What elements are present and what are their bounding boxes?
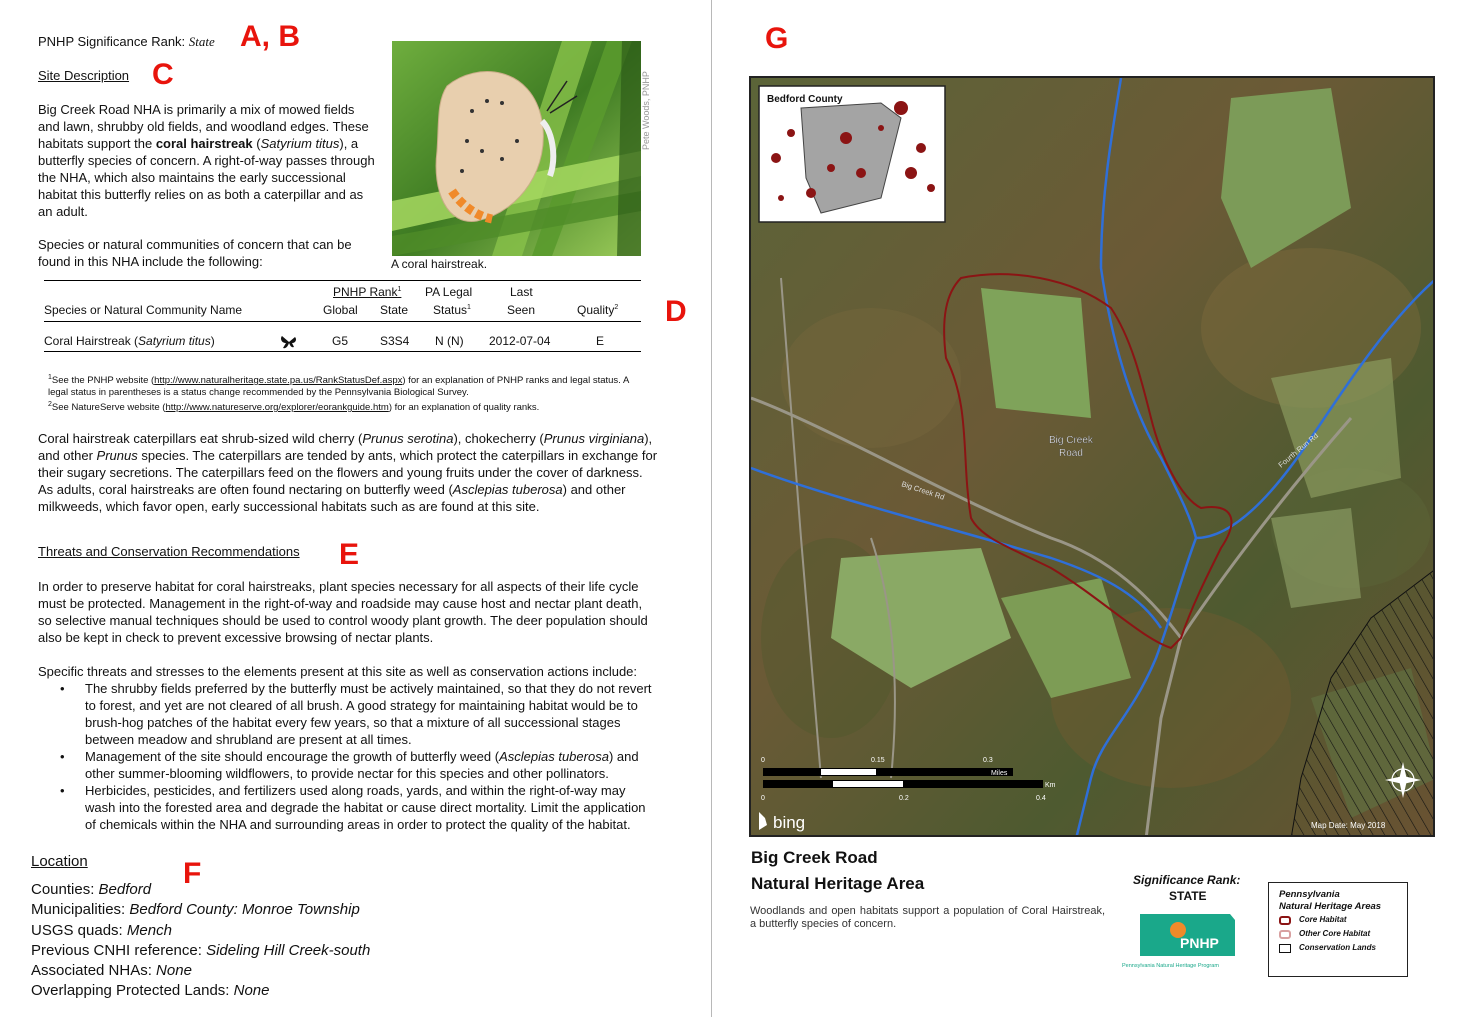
threats-heading: Threats and Conservation Recommendations xyxy=(38,544,300,559)
row-global-rank: G5 xyxy=(332,334,349,348)
butterfly-photo-image xyxy=(392,41,641,256)
svg-text:0.15: 0.15 xyxy=(871,757,885,764)
annotation-g: G xyxy=(765,22,789,55)
coral-hairstreak-photo xyxy=(392,41,641,256)
svg-text:0.2: 0.2 xyxy=(899,795,909,802)
map-title-2: Natural Heritage Area xyxy=(751,874,925,893)
legend-cons: Conservation Lands xyxy=(1279,941,1397,955)
site-description-heading: Site Description xyxy=(38,68,130,83)
species-intro-paragraph: Species or natural communities of concern that can be found in this NHA include the following: xyxy=(38,237,352,269)
photo-caption: A coral hairstreak. xyxy=(391,257,488,271)
row-status: N (N) xyxy=(435,334,464,348)
conservation-swatch-icon xyxy=(1279,944,1291,953)
significance-value: State xyxy=(188,34,215,49)
svg-text:Km: Km xyxy=(1045,782,1056,789)
threats-intro: Specific threats and stresses to the elements present at this site as well as conservation actions include: xyxy=(38,664,638,679)
location-municipalities: Municipalities: Bedford County: Monroe Township xyxy=(31,901,360,918)
col-pa-legal-2: Status$^1$ xyxy=(433,303,471,317)
threats-paragraph: In order to preserve habitat for coral hairstreaks, plant species necessary for all aspects of their life cycle must be protected. Management in the right-of-way and roadside may cause host and nectar plant death, so selective manual techniques should be used to control woody plant growth. The deer population should also be kept in check to prevent excessive browsing of nectar plants. xyxy=(38,579,648,645)
legend-title-2: Natural Heritage Areas xyxy=(1279,901,1382,912)
legend-other: Other Core Habitat xyxy=(1279,927,1397,941)
annotation-d: D xyxy=(665,295,687,328)
map-significance-label: Significance Rank: xyxy=(1133,873,1241,887)
map-legend xyxy=(1268,882,1408,977)
road-big-creek-label: Big Creek Rd xyxy=(900,479,946,502)
list-item: • Herbicides, pesticides, and fertilizers used along roads, yards, and within the right-of-way may wash into the forested area and degrade the habitat or cause direct mortality. Limit the application of chemicals within the NHA and surrounding areas in order to protect the quality of the habitat. xyxy=(60,782,652,833)
footnote-2: $^2$See NatureServe website (http://www.natureserve.org/explorer/eorankguide.htm) for an explanation of quality ranks. xyxy=(48,401,540,414)
site-label-2: Road xyxy=(1059,448,1083,459)
inset-label: Bedford County xyxy=(767,94,843,105)
photo-credit: Pete Woods, PNHP xyxy=(641,71,651,150)
core-habitat-swatch-icon xyxy=(1279,916,1291,925)
natureserve-link[interactable]: http://www.natureserve.org/explorer/eorankguide.htm xyxy=(165,402,389,414)
col-state: State xyxy=(380,303,409,317)
svg-text:Miles: Miles xyxy=(991,770,1008,777)
list-item: • Management of the site should encourage the growth of butterfly weed (Asclepias tuberosa) and other summer-blooming wildflowers, to provide nectar for this species and other pollinators. xyxy=(60,748,652,782)
row-species-name: Coral Hairstreak (Satyrium titus) xyxy=(44,334,215,348)
svg-text:Pennsylvania Natural Heritage: Pennsylvania Natural Heritage Program xyxy=(1122,963,1219,969)
col-pnhp-rank: PNHP Rank$^1$ xyxy=(333,285,402,299)
significance-label: PNHP Significance Rank: xyxy=(38,34,186,49)
row-state-rank: S3S4 xyxy=(380,334,410,348)
other-core-swatch-icon xyxy=(1279,930,1291,939)
location-cnhi: Previous CNHI reference: Sideling Hill Creek-south xyxy=(31,942,371,959)
annotation-f: F xyxy=(183,857,202,890)
col-global: Global xyxy=(323,303,358,317)
legend-core: Core Habitat xyxy=(1279,913,1397,927)
annotation-e: E xyxy=(339,538,360,571)
footnote-1: $^1$See the PNHP website (http://www.naturalheritage.state.pa.us/RankStatusDef.aspx) for an explanation of PNHP ranks and legal status. A legal status in parentheses is a status change recommended by the Pennsylvania Biological Survey. xyxy=(48,374,629,399)
map-title-1: Big Creek Road xyxy=(751,848,878,867)
row-last-seen: 2012-07-04 xyxy=(489,334,551,348)
site-label-1: Big Creek xyxy=(1049,435,1093,446)
pnhp-rank-link[interactable]: http://www.naturalheritage.state.pa.us/RankStatusDef.aspx xyxy=(154,375,403,387)
butterfly-icon xyxy=(280,334,298,350)
aerial-map xyxy=(751,78,1435,837)
legend-title-1: Pennsylvania xyxy=(1279,889,1340,900)
caterpillar-paragraph: Coral hairstreak caterpillars eat shrub-sized wild cherry (Prunus serotina), chokecherry (Prunus virginiana), and other Prunus species. The caterpillars are tended by ants, which protect the caterpillars in exchange for their sugary secretions. The caterpillars feed on the flowers and young fruits under the cover of darkness. As adults, coral hairstreaks are often found nectaring on butterfly weed (Asclepias tuberosa) and other milkweeds, which favor open, early successional habitats such as are found at this site. xyxy=(38,431,658,514)
bing-logo: bing xyxy=(773,813,806,832)
col-last-1: Last xyxy=(510,285,533,299)
location-associated: Associated NHAs: None xyxy=(31,962,192,979)
annotation-c: C xyxy=(152,58,174,91)
site-description-paragraph: Big Creek Road NHA is primarily a mix of mowed fields and lawn, shrubby old fields, and woodland edges. These habitats support the coral hairstreak (Satyrium titus), a butterfly species of concern. A right-of-way passes through the NHA, which also maintains the early successional habitat this butterfly relies on as both a caterpillar and as an adult. xyxy=(38,102,375,219)
col-name: Species or Natural Community Name xyxy=(44,303,243,317)
location-usgs: USGS quads: Mench xyxy=(31,922,172,939)
location-overlapping: Overlapping Protected Lands: None xyxy=(31,982,270,999)
nha-map[interactable] xyxy=(749,76,1435,837)
svg-text:0.4: 0.4 xyxy=(1036,795,1046,802)
map-significance-value: STATE xyxy=(1169,889,1207,903)
table-top-rule xyxy=(44,280,641,281)
list-item: • The shrubby fields preferred by the butterfly must be actively maintained, so that they do not revert to forest, and yet are not cleared of all brush. A good strategy for maintaining habitat would be to brush-hog patches of the habitat every few years, so that a mixture of all successional stages between meadow and shrubland are present at all times. xyxy=(60,680,652,748)
table-header-rule xyxy=(44,321,641,322)
col-last-2: Seen xyxy=(507,303,536,317)
map-date: Map Date: May 2018 xyxy=(1311,821,1386,830)
row-quality: E xyxy=(596,334,605,348)
svg-text:0: 0 xyxy=(761,795,765,802)
page-divider xyxy=(711,0,712,1017)
threats-bullet-list xyxy=(60,680,652,833)
map-description: Woodlands and open habitats support a population of Coral Hairstreak, a butterfly species of concern. xyxy=(750,905,1105,930)
table-bottom-rule xyxy=(44,351,641,352)
annotation-ab: A, B xyxy=(240,20,300,53)
svg-text:0: 0 xyxy=(761,757,765,764)
road-fourth-run-label: Fourth Run Rd xyxy=(1276,431,1320,470)
location-heading: Location xyxy=(31,853,88,870)
location-counties: Counties: Bedford xyxy=(31,881,152,898)
inset-map xyxy=(759,86,945,222)
col-quality: Quality$^2$ xyxy=(577,303,619,317)
significance-rank xyxy=(38,34,215,50)
pnhp-logo xyxy=(1120,908,1250,972)
svg-text:0.3: 0.3 xyxy=(983,757,993,764)
svg-text:PNHP: PNHP xyxy=(1180,935,1219,951)
col-pa-legal-1: PA Legal xyxy=(425,285,473,299)
